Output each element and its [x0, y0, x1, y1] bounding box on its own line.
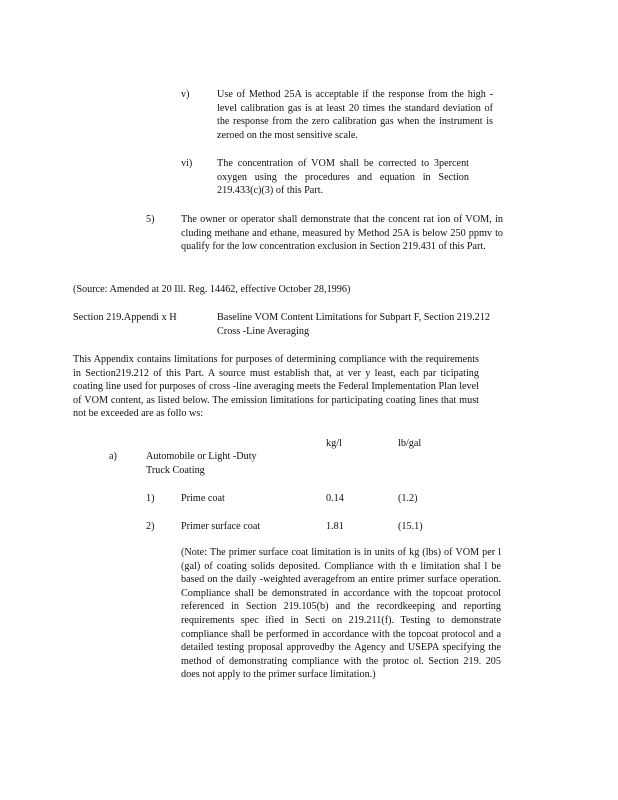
column-header-lb-per-gal: lb/gal: [398, 438, 422, 449]
column-header-kg-per-l: kg/l: [326, 438, 342, 449]
table-row-1-kg: 0.14: [326, 493, 344, 504]
source-note: (Source: Amended at 20 Ill. Reg. 14462, effective October 28,1996): [73, 284, 351, 295]
item-a-label-line2: Truck Coating: [146, 465, 205, 476]
table-row-2-number: 2): [146, 521, 155, 532]
item-a-label-line1: Automobile or Light -Duty: [146, 451, 257, 462]
item-5-number: 5): [146, 214, 155, 225]
section-title: Baseline VOM Content Limitations for Subpart F, Section 219.212 Cross -Line Averaging: [217, 312, 490, 337]
section-label: Section 219.Appendi x H: [73, 312, 177, 323]
item-vi-text: The concentration of VOM shall be corrected to 3percent oxygen using the procedures and equation in Section 219.433(c)(3) of this Part.: [217, 158, 469, 197]
table-row-2-lb: (15.1): [398, 521, 423, 532]
item-v-number: v): [181, 89, 190, 100]
item-v-text: Use of Method 25A is acceptable if the response from the high -level calibration gas is at least 20 times the standard deviation of the response from the zero calibration gas when the instrument is zeroed on the most sensitive scale.: [217, 89, 493, 141]
table-row-1-number: 1): [146, 493, 155, 504]
table-row-2-kg: 1.81: [326, 521, 344, 532]
item-5-text: The owner or operator shall demonstrate that the concent rat ion of VOM, in cluding methane and ethane, measured by Method 25A is below 250 ppmv to qualify for the low concentration exclusion in Section 219.431 of this Part.: [181, 214, 503, 253]
table-row-1-lb: (1.2): [398, 493, 418, 504]
primer-surface-note: (Note: The primer surface coat limitation is in units of kg (lbs) of VOM per l (gal) of coating solids deposited. Compliance with th e limitation shal l be based on the daily -weighted averagefrom an entire primer surface operation. Compliance shall be demonstrated in accordance with the topcoat protocol referenced in Section 219.105(b) and the recordkeeping and reporting requirements spec ified in Secti on 219.211(f). Testing to demonstrate compliance shall be performed in accordance with the topcoat protocol and a detailed testing proposal approvedby the Agency and USEPA specifying the method of demonstrating compliance with the protoc ol. Section 219. 205 does not apply to the primer surface limitation.): [181, 547, 501, 681]
table-row-2-label: Primer surface coat: [181, 521, 261, 532]
item-a-number: a): [109, 451, 117, 462]
item-vi-number: vi): [181, 158, 193, 169]
intro-paragraph: This Appendix contains limitations for purposes of determining compliance with the requirements in Section219.212 of this Part. A source must establish that, at ver y least, each par ticipating coating line used for purposes of cross -line averaging meets the Federal Implementation Plan level of VOM content, as listed below. The emission limitations for participating coating lines that must not be exceeded are as follo ws:: [73, 354, 479, 420]
table-row-1-label: Prime coat: [181, 493, 225, 504]
